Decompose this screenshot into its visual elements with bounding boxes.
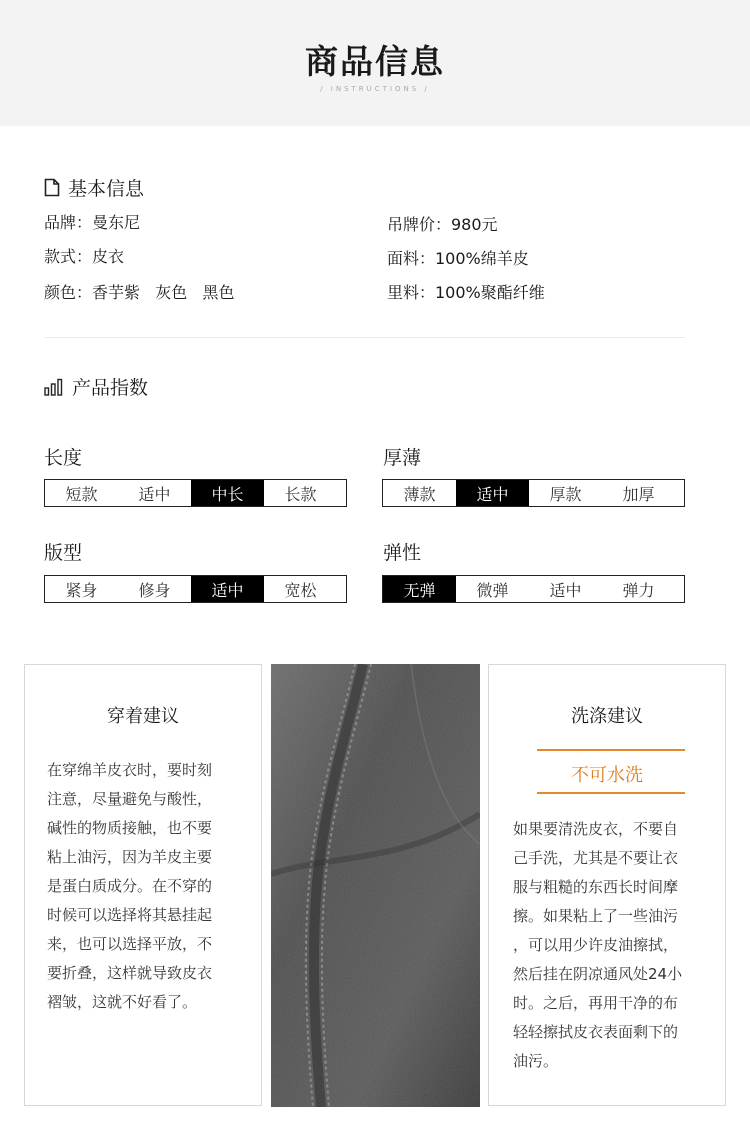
fit-option: 修身 bbox=[138, 580, 171, 600]
thickness-option: 厚款 bbox=[549, 484, 582, 504]
wash-advice-text bbox=[513, 815, 713, 1076]
accent-line-top bbox=[537, 749, 685, 751]
wash-advice-card bbox=[488, 664, 726, 1106]
wear-advice-card bbox=[24, 664, 262, 1106]
fit-scale bbox=[44, 575, 347, 603]
wear-advice-title: 穿着建议 bbox=[107, 706, 179, 727]
thickness-label: 厚薄 bbox=[383, 447, 422, 469]
thickness-option: 薄款 bbox=[403, 484, 436, 504]
wear-line: 在穿绵羊皮衣时，要时刻 bbox=[47, 761, 213, 779]
elasticity-option: 微弹 bbox=[476, 580, 509, 600]
wash-line: ，可以用少许皮油擦拭， bbox=[513, 936, 679, 954]
page-title: 商品信息 bbox=[305, 42, 445, 81]
info-colors: 颜色：香芋紫 灰色 黑色 bbox=[44, 283, 235, 302]
fit-label: 版型 bbox=[44, 542, 83, 564]
wear-line: 是蛋白质成分。在不穿的 bbox=[47, 877, 213, 895]
fit-option: 紧身 bbox=[65, 580, 98, 600]
length-option: 短款 bbox=[65, 484, 98, 504]
basic-info-title: 基本信息 bbox=[68, 178, 145, 200]
wear-line: 时候可以选择将其悬挂起 bbox=[47, 906, 213, 924]
length-option: 适中 bbox=[138, 484, 171, 504]
elasticity-option: 无弹 bbox=[383, 576, 456, 602]
length-label: 长度 bbox=[44, 447, 83, 469]
elasticity-option: 适中 bbox=[549, 580, 582, 600]
header-banner bbox=[0, 0, 750, 126]
thickness-option: 加厚 bbox=[622, 484, 655, 504]
basic-info-heading bbox=[44, 174, 144, 201]
length-option: 中长 bbox=[191, 480, 264, 506]
accent-line-bottom bbox=[537, 792, 685, 794]
wear-line: 来，也可以选择平放，不 bbox=[47, 935, 213, 953]
elasticity-option: 弹力 bbox=[622, 580, 655, 600]
wash-line: 然后挂在阴凉通风处24小 bbox=[513, 965, 683, 983]
wash-line: 轻轻擦拭皮衣表面剩下的 bbox=[513, 1023, 679, 1041]
info-brand: 品牌：曼东尼 bbox=[44, 213, 141, 232]
bar-chart-icon bbox=[44, 378, 64, 396]
info-fabric: 面料：100%绵羊皮 bbox=[387, 249, 529, 268]
info-lining: 里料：100%聚酯纤维 bbox=[387, 283, 545, 302]
wear-line: 碱性的物质接触，也不要 bbox=[47, 819, 213, 837]
wash-line: 油污。 bbox=[513, 1052, 559, 1070]
wash-line: 如果要清洗皮衣，不要自 bbox=[513, 820, 679, 838]
thickness-scale bbox=[382, 479, 685, 507]
wear-line: 粘上油污，因为羊皮主要 bbox=[47, 848, 213, 866]
wash-advice-title: 洗涤建议 bbox=[571, 706, 643, 727]
section-divider bbox=[44, 337, 685, 338]
leather-texture-image bbox=[271, 664, 480, 1107]
info-style: 款式：皮衣 bbox=[44, 247, 125, 266]
wash-line: 服与粗糙的东西长时间摩 bbox=[513, 878, 679, 896]
fit-option: 宽松 bbox=[284, 580, 317, 600]
wear-line: 要折叠，这样就导致皮衣 bbox=[47, 964, 213, 982]
wash-line: 擦。如果粘上了一些油污 bbox=[513, 907, 679, 925]
length-scale bbox=[44, 479, 347, 507]
info-price: 吊牌价：980元 bbox=[387, 215, 498, 234]
elasticity-label: 弹性 bbox=[383, 542, 422, 564]
index-title: 产品指数 bbox=[72, 377, 149, 399]
wear-line: 褶皱，这就不好看了。 bbox=[47, 993, 198, 1011]
no-water-wash-label: 不可水洗 bbox=[571, 765, 643, 786]
wash-line: 时。之后，再用干净的布 bbox=[513, 994, 679, 1012]
wear-line: 注意，尽量避免与酸性， bbox=[47, 790, 213, 808]
page-subtitle: / INSTRUCTIONS / bbox=[320, 85, 430, 93]
wear-advice-text bbox=[47, 756, 247, 1017]
wash-line: 己手洗，尤其是不要让衣 bbox=[513, 849, 679, 867]
elasticity-scale bbox=[382, 575, 685, 603]
fit-option: 适中 bbox=[191, 576, 264, 602]
length-option: 长款 bbox=[284, 484, 317, 504]
index-heading bbox=[44, 373, 148, 400]
document-icon bbox=[44, 178, 60, 197]
thickness-option: 适中 bbox=[456, 480, 529, 506]
